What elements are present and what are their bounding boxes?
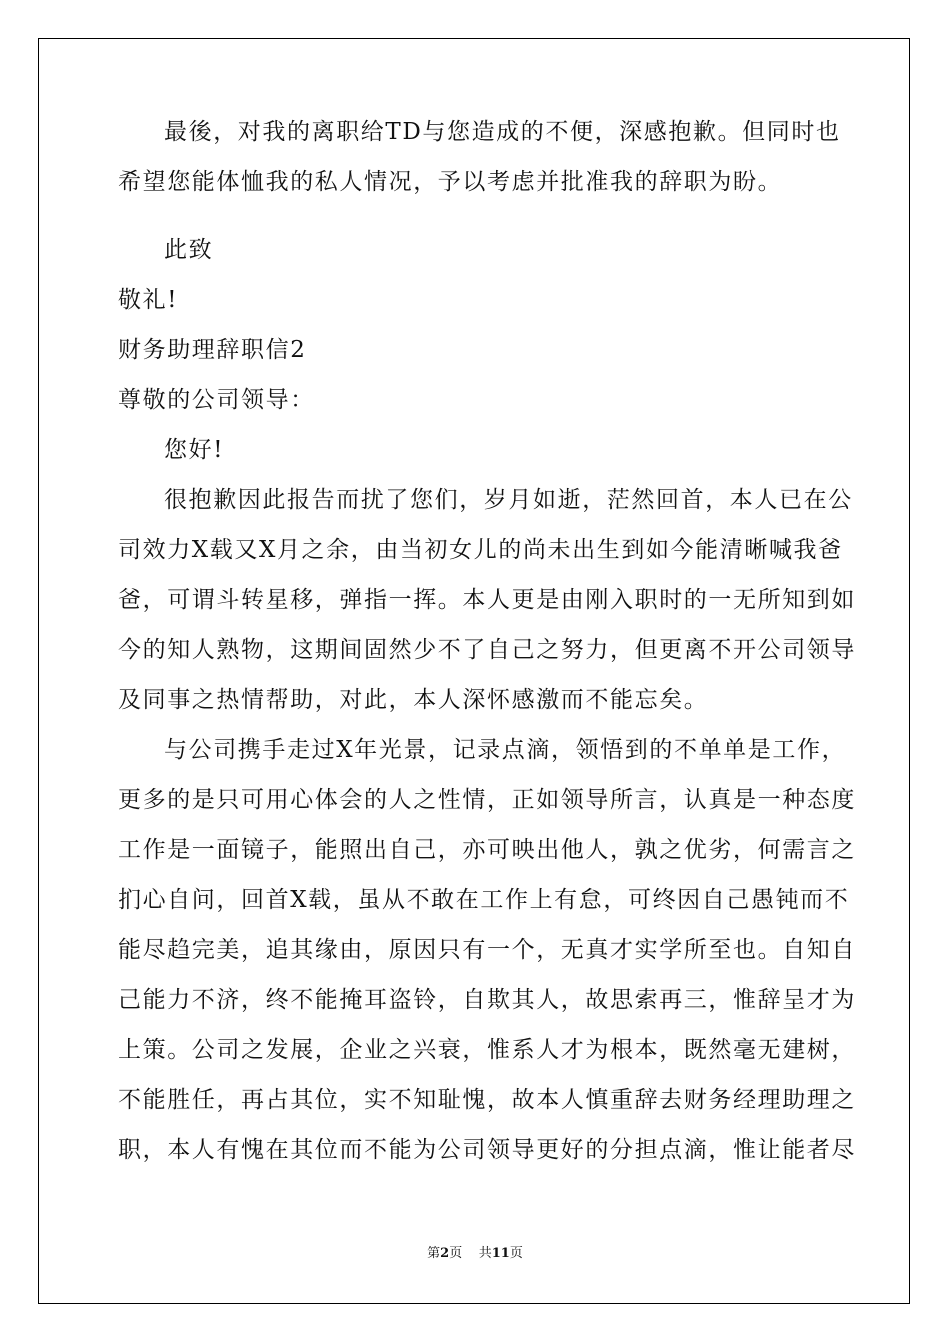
text-line: 希望您能体恤我的私人情况，予以考虑并批准我的辞职为盼。 [118, 169, 783, 195]
text-line: 很抱歉因此报告而扰了您们，岁月如逝，茫然回首，本人已在公 [164, 487, 853, 513]
page-footer [0, 1246, 950, 1262]
text-line: 最後，对我的离职给TD与您造成的不便，深感抱歉。但同时也 [164, 119, 841, 145]
text-line: 司效力X载又X月之余，由当初女儿的尚未出生到如今能清晰喊我爸 [118, 537, 843, 563]
page-unit: 页 [449, 1246, 463, 1261]
text-line: 能尽趋完美，追其缘由，原因只有一个，无真才实学所至也。自知自 [118, 937, 856, 963]
page-total: 11 [491, 1246, 510, 1261]
text-line: 爸，可谓斗转星移，弹指一挥。本人更是由刚入职时的一无所知到如 [118, 587, 856, 613]
text-line: 不能胜任，再占其位，实不知耻愧，故本人慎重辞去财务经理助理之 [118, 1087, 856, 1113]
text-line: 工作是一面镜子，能照出自己，亦可映出他人，孰之优劣，何需言之 [118, 837, 856, 863]
text-line: 及同事之热情帮助，对此，本人深怀感激而不能忘矣。 [118, 687, 709, 713]
text-line: 上策。公司之发展，企业之兴衰，惟系人才为根本，既然毫无建树， [118, 1037, 856, 1063]
text-line: 扪心自问，回首X载，虽从不敢在工作上有怠，可终因自己愚钝而不 [118, 887, 850, 913]
addressee: 尊敬的公司领导： [118, 387, 315, 413]
text-line: 己能力不济，终不能掩耳盗铃，自欺其人，故思索再三，惟辞呈才为 [118, 987, 856, 1013]
closing-salutation: 此致 [164, 237, 214, 263]
text-line: 职，本人有愧在其位而不能为公司领导更好的分担点滴，惟让能者尽 [118, 1137, 856, 1163]
text-line: 更多的是只可用心体会的人之性情，正如领导所言，认真是一种态度 [118, 787, 856, 813]
page-border [38, 38, 910, 1304]
closing-respect: 敬礼! [118, 287, 179, 313]
total-prefix: 共 [478, 1246, 492, 1261]
greeting: 您好! [164, 437, 225, 463]
section-title: 财务助理辞职信2 [118, 337, 307, 363]
text-line: 今的知人熟物，这期间固然少不了自己之努力，但更离不开公司领导 [118, 637, 856, 663]
page-prefix: 第 [427, 1246, 441, 1261]
page-current: 2 [440, 1246, 450, 1261]
text-line: 与公司携手走过X年光景，记录点滴，领悟到的不单单是工作， [164, 737, 847, 763]
total-unit: 页 [509, 1246, 523, 1261]
